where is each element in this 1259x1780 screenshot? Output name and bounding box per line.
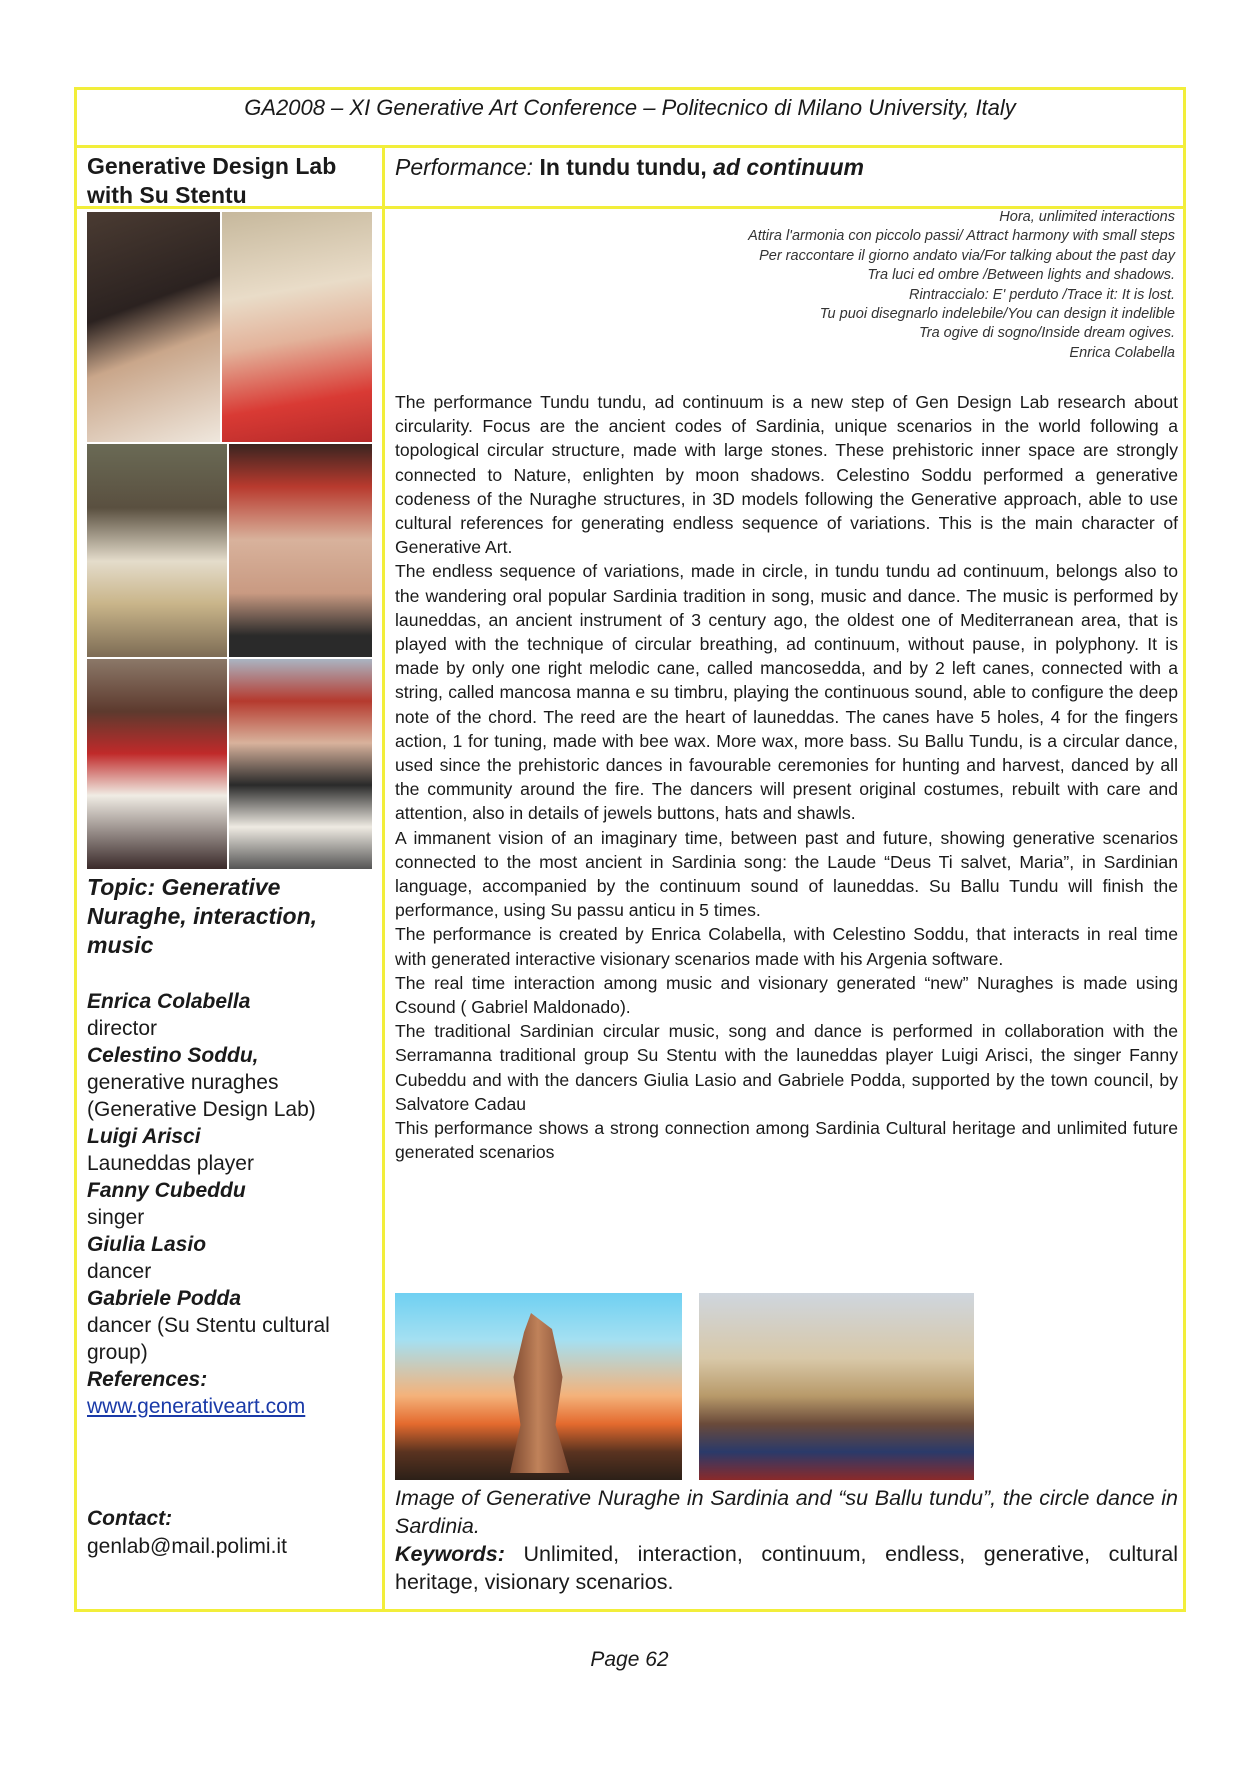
credit-role: dancer (Su Stentu cultural group) [87, 1314, 330, 1364]
nuraghe-tower-shape [503, 1313, 573, 1473]
column-divider [382, 145, 385, 1609]
credit-name: Gabriele Podda [87, 1287, 242, 1310]
poem-line: Per raccontare il giorno andato via/For talking about the past day [759, 247, 1175, 264]
generative-nuraghe-image [395, 1293, 682, 1480]
body-paragraph: The endless sequence of variations, made in circle, in tundu tundu ad continuum, belongs also to the wandering oral popular Sardinia tradition in song, music and dance. The music is performed by launeddas, an ancient instrument of 3 century ago, the oldest one of Mediterranean area, that is played with the technique of circular breathing, ad continuum, without pause, in polyphony. It is made by only one right melodic cane, called mancosedda, and by 2 left canes, connected with a string, called mancosa manna e su timbru, playing the continuous sound, able to configure the deep note of the chord. The reed are the heart of launeddas. The canes have 5 holes, 4 for the fingers action, 1 for tuning, made with bee wax. More wax, more bass. Su Ballu Tundu, is a circular dance, used since the prehistoric dances in favourable ceremonies for hunting and harvest, danced by all the community around the fire. The dancers will present original costumes, rebuilt with care and attention, also in details of jewels buttons, hats and shawls. [395, 561, 1178, 824]
keywords-text: Unlimited, interaction, continuum, endless, generative, cultural heritage, visionary scenarios. [395, 1542, 1178, 1594]
credit-role: dancer [87, 1260, 152, 1283]
portrait-photo-launeddas-player [87, 444, 227, 657]
poem-line: Tra luci ed ombre /Between lights and shadows. [867, 267, 1175, 284]
body-paragraph: The traditional Sardinian circular music, song and dance is performed in collaboration with the Serramanna traditional group Su Stentu with the launeddas player Luigi Arisci, the singer Fanny Cubeddu and with the dancers Giulia Lasio and Gabriele Podda, supported by the town council, by Salvatore Cadau [395, 1021, 1178, 1114]
ballu-tundu-painting [699, 1293, 974, 1480]
figure-caption [395, 1484, 1178, 1596]
credit-name: Giulia Lasio [87, 1233, 207, 1256]
credit-role: Launeddas player [87, 1152, 254, 1175]
performance-name-italic: ad continuum [713, 154, 864, 180]
credit-name: Luigi Arisci [87, 1125, 201, 1148]
poem-line: Rintraccialo: E' perduto /Trace it: It is lost. [908, 286, 1175, 303]
poem-epigraph [435, 208, 1175, 363]
performance-label: Performance: [395, 154, 534, 180]
body-paragraph: The performance is created by Enrica Colabella, with Celestino Soddu, that interacts in real time with generated interactive visionary scenarios made with his Argenia software. [395, 924, 1178, 969]
references-link[interactable]: www.generativeart.com [87, 1395, 306, 1418]
credit-name: Enrica Colabella [87, 990, 251, 1013]
portrait-photo-enrica [87, 212, 220, 442]
portrait-photo-dancer-male [229, 659, 372, 869]
contact-label: Contact: [87, 1507, 173, 1530]
poem-line: Hora, unlimited interactions [999, 209, 1175, 225]
lab-title: Generative Design Lab with Su Stentu [87, 153, 337, 208]
performance-name [539, 154, 864, 180]
credit-name: Celestino Soddu, [87, 1044, 259, 1067]
body-text [395, 390, 1178, 1165]
page-number: Page 62 [590, 1648, 669, 1671]
body-paragraph: This performance shows a strong connection among Sardinia Cultural heritage and unlimited future generated scenarios [395, 1118, 1178, 1163]
portrait-photo-dancer-female [87, 659, 227, 869]
credit-role: director [87, 1017, 158, 1040]
portrait-photo-celestino [222, 212, 372, 442]
poem-line: Tra ogive di sogno/Inside dream ogives. [918, 325, 1175, 342]
poem-line: Attira l'armonia con piccolo passi/ Attract harmony with small steps [748, 228, 1175, 245]
body-paragraph: The real time interaction among music and visionary generated “new” Nuraghes is made using Csound ( Gabriel Maldonado). [395, 972, 1178, 1018]
body-paragraph: The performance Tundu tundu, ad continuum is a new step of Gen Design Lab research about circularity. Focus are the ancient codes of Sardinia, unique scenarios in the world following a topological circular structure, made with large stones. These prehistoric inner space are strongly connected to Nature, enlighten by moon shadows. Celestino Soddu performed a generative codeness of the Nuraghe structures, in 3D models following the Generative approach, able to use cultural references for generating endless sequence of variations. This is the main character of Generative Art. [395, 392, 1178, 558]
poem-author: Enrica Colabella [1069, 344, 1175, 361]
body-paragraph: A immanent vision of an imaginary time, between past and future, showing generative scenarios connected to the most ancient in Sardinia song: the Laude “Deus Ti salvet, Maria”, in Sardinian language, accompanied by the continuum sound of launeddas. Su Ballu Tundu will finish the performance, using Su passu anticu in 5 times. [395, 827, 1178, 921]
performance-title [395, 152, 864, 182]
topic-text: Topic: Generative Nuraghe, interaction, music [87, 874, 318, 958]
conference-header: GA2008 – XI Generative Art Conference – Politecnico di Milano University, Italy [77, 90, 1183, 148]
credit-role: generative nuraghes (Generative Design Lab) [87, 1071, 316, 1121]
credits-list [87, 988, 377, 1420]
conference-page-frame [74, 87, 1186, 1612]
performance-name-main: In tundu tundu, [539, 154, 707, 180]
credit-name: Fanny Cubeddu [87, 1179, 246, 1202]
references-label: References: [87, 1368, 208, 1391]
contact-email: genlab@mail.polimi.it [87, 1535, 287, 1558]
credit-role: singer [87, 1206, 145, 1229]
contact-block [87, 1505, 377, 1561]
keywords-label: Keywords: [395, 1542, 505, 1566]
portrait-photo-singer [229, 444, 372, 657]
poem-line: Tu puoi disegnarlo indelebile/You can design it indelible [819, 306, 1175, 323]
caption-text: Image of Generative Nuraghe in Sardinia and “su Ballu tundu”, the circle dance in Sardinia. [395, 1486, 1178, 1538]
